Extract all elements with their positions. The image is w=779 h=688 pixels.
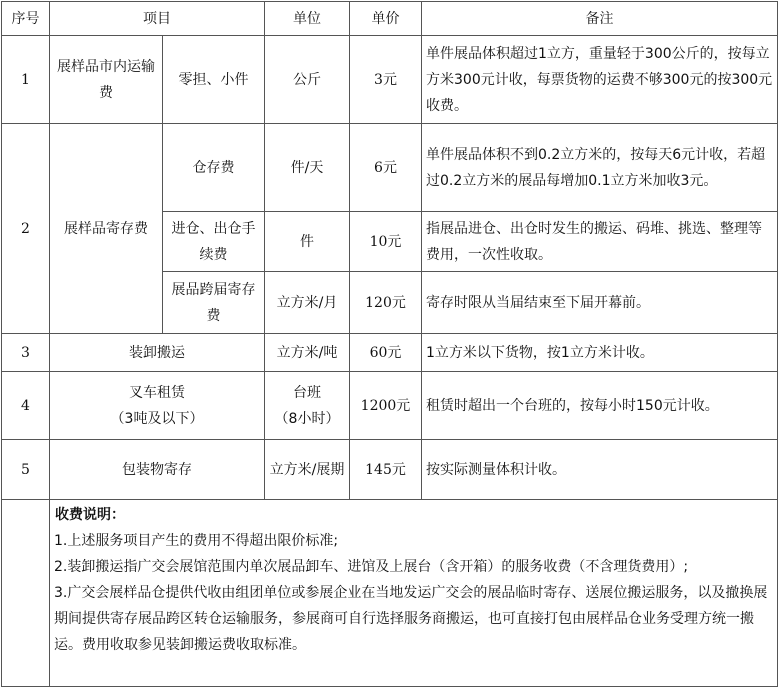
row-unit: 台班: [293, 384, 321, 401]
notes-row: [2, 500, 778, 687]
row-unit-cell: [265, 372, 350, 440]
row-item-cell: [50, 372, 265, 440]
row-price: 6元: [350, 124, 422, 212]
header-unit: 单位: [265, 2, 350, 36]
row-unit: 立方米/月: [265, 272, 350, 334]
header-index: 序号: [2, 2, 50, 36]
row-index: 3: [2, 334, 50, 372]
table-row: [2, 440, 778, 500]
row-price: 3元: [350, 36, 422, 124]
notes-spacer: [2, 500, 50, 687]
row-remark: 按实际测量体积计收。: [422, 440, 778, 500]
table-row: [2, 372, 778, 440]
header-price: 单价: [350, 2, 422, 36]
row-unit: 件/天: [265, 124, 350, 212]
row-remark: 寄存时限从当届结束至下届开幕前。: [422, 272, 778, 334]
row-item-note: （3吨及以下）: [110, 410, 204, 427]
row-unit: 立方米/展期: [265, 440, 350, 500]
row-subitem: 进仓、出仓手续费: [163, 212, 265, 272]
row-remark: 租赁时超出一个台班的，按每小时150元计收。: [422, 372, 778, 440]
row-category: 展样品寄存费: [50, 124, 163, 334]
row-remark: 单件展品体积超过1立方，重量轻于300公斤的，按每立方米300元计收，每票货物的运费不够300元的按300元收费。: [422, 36, 778, 124]
row-price: 60元: [350, 334, 422, 372]
table-row: [2, 36, 778, 124]
header-remark: 备注: [422, 2, 778, 36]
header-item: 项目: [50, 2, 265, 36]
row-remark: 1立方米以下货物，按1立方米计收。: [422, 334, 778, 372]
header-row: [2, 2, 778, 36]
row-item: 装卸搬运: [50, 334, 265, 372]
row-price: 1200元: [350, 372, 422, 440]
table-row: [2, 334, 778, 372]
notes-title: 收费说明：: [55, 507, 125, 523]
fee-table: [1, 1, 778, 687]
row-category: 展样品市内运输费: [50, 36, 163, 124]
row-unit: 立方米/吨: [265, 334, 350, 372]
row-index: 1: [2, 36, 50, 124]
row-remark: 单件展品体积不到0.2立方米的，按每天6元计收，若超过0.2立方米的展品每增加0.1立方米加收3元。: [422, 124, 778, 212]
row-index: 2: [2, 124, 50, 334]
row-item: 包装物寄存: [50, 440, 265, 500]
row-subitem: 零担、小件: [163, 36, 265, 124]
row-price: 145元: [350, 440, 422, 500]
row-subitem: 仓存费: [163, 124, 265, 212]
notes-item: 3.广交会展样品仓提供代收由组团单位或参展企业在当地发运广交会的展品临时寄存、送展位搬运服务，以及撤换展期间提供寄存展品跨区转仓运输服务，参展商可自行选择服务商搬运，也可直接打包由展样品仓业务受理方统一搬运。费用收取参见装卸搬运费收取标准。: [54, 585, 768, 653]
row-item: 叉车租赁: [129, 384, 185, 401]
notes-item: 1.上述服务项目产生的费用不得超出限价标准;: [54, 533, 339, 549]
row-unit: 件: [265, 212, 350, 272]
row-unit-note: （8小时）: [274, 410, 340, 427]
row-remark: 指展品进仓、出仓时发生的搬运、码堆、挑选、整理等费用，一次性收取。: [422, 212, 778, 272]
notes-cell: [50, 500, 778, 687]
row-subitem: 展品跨届寄存费: [163, 272, 265, 334]
row-price: 120元: [350, 272, 422, 334]
table-row: [2, 124, 778, 212]
row-index: 5: [2, 440, 50, 500]
row-unit: 公斤: [265, 36, 350, 124]
row-price: 10元: [350, 212, 422, 272]
row-index: 4: [2, 372, 50, 440]
notes-item: 2.装卸搬运指广交会展馆范围内单次展品卸车、进馆及上展台（含开箱）的服务收费（不含理货费用）;: [54, 559, 689, 575]
